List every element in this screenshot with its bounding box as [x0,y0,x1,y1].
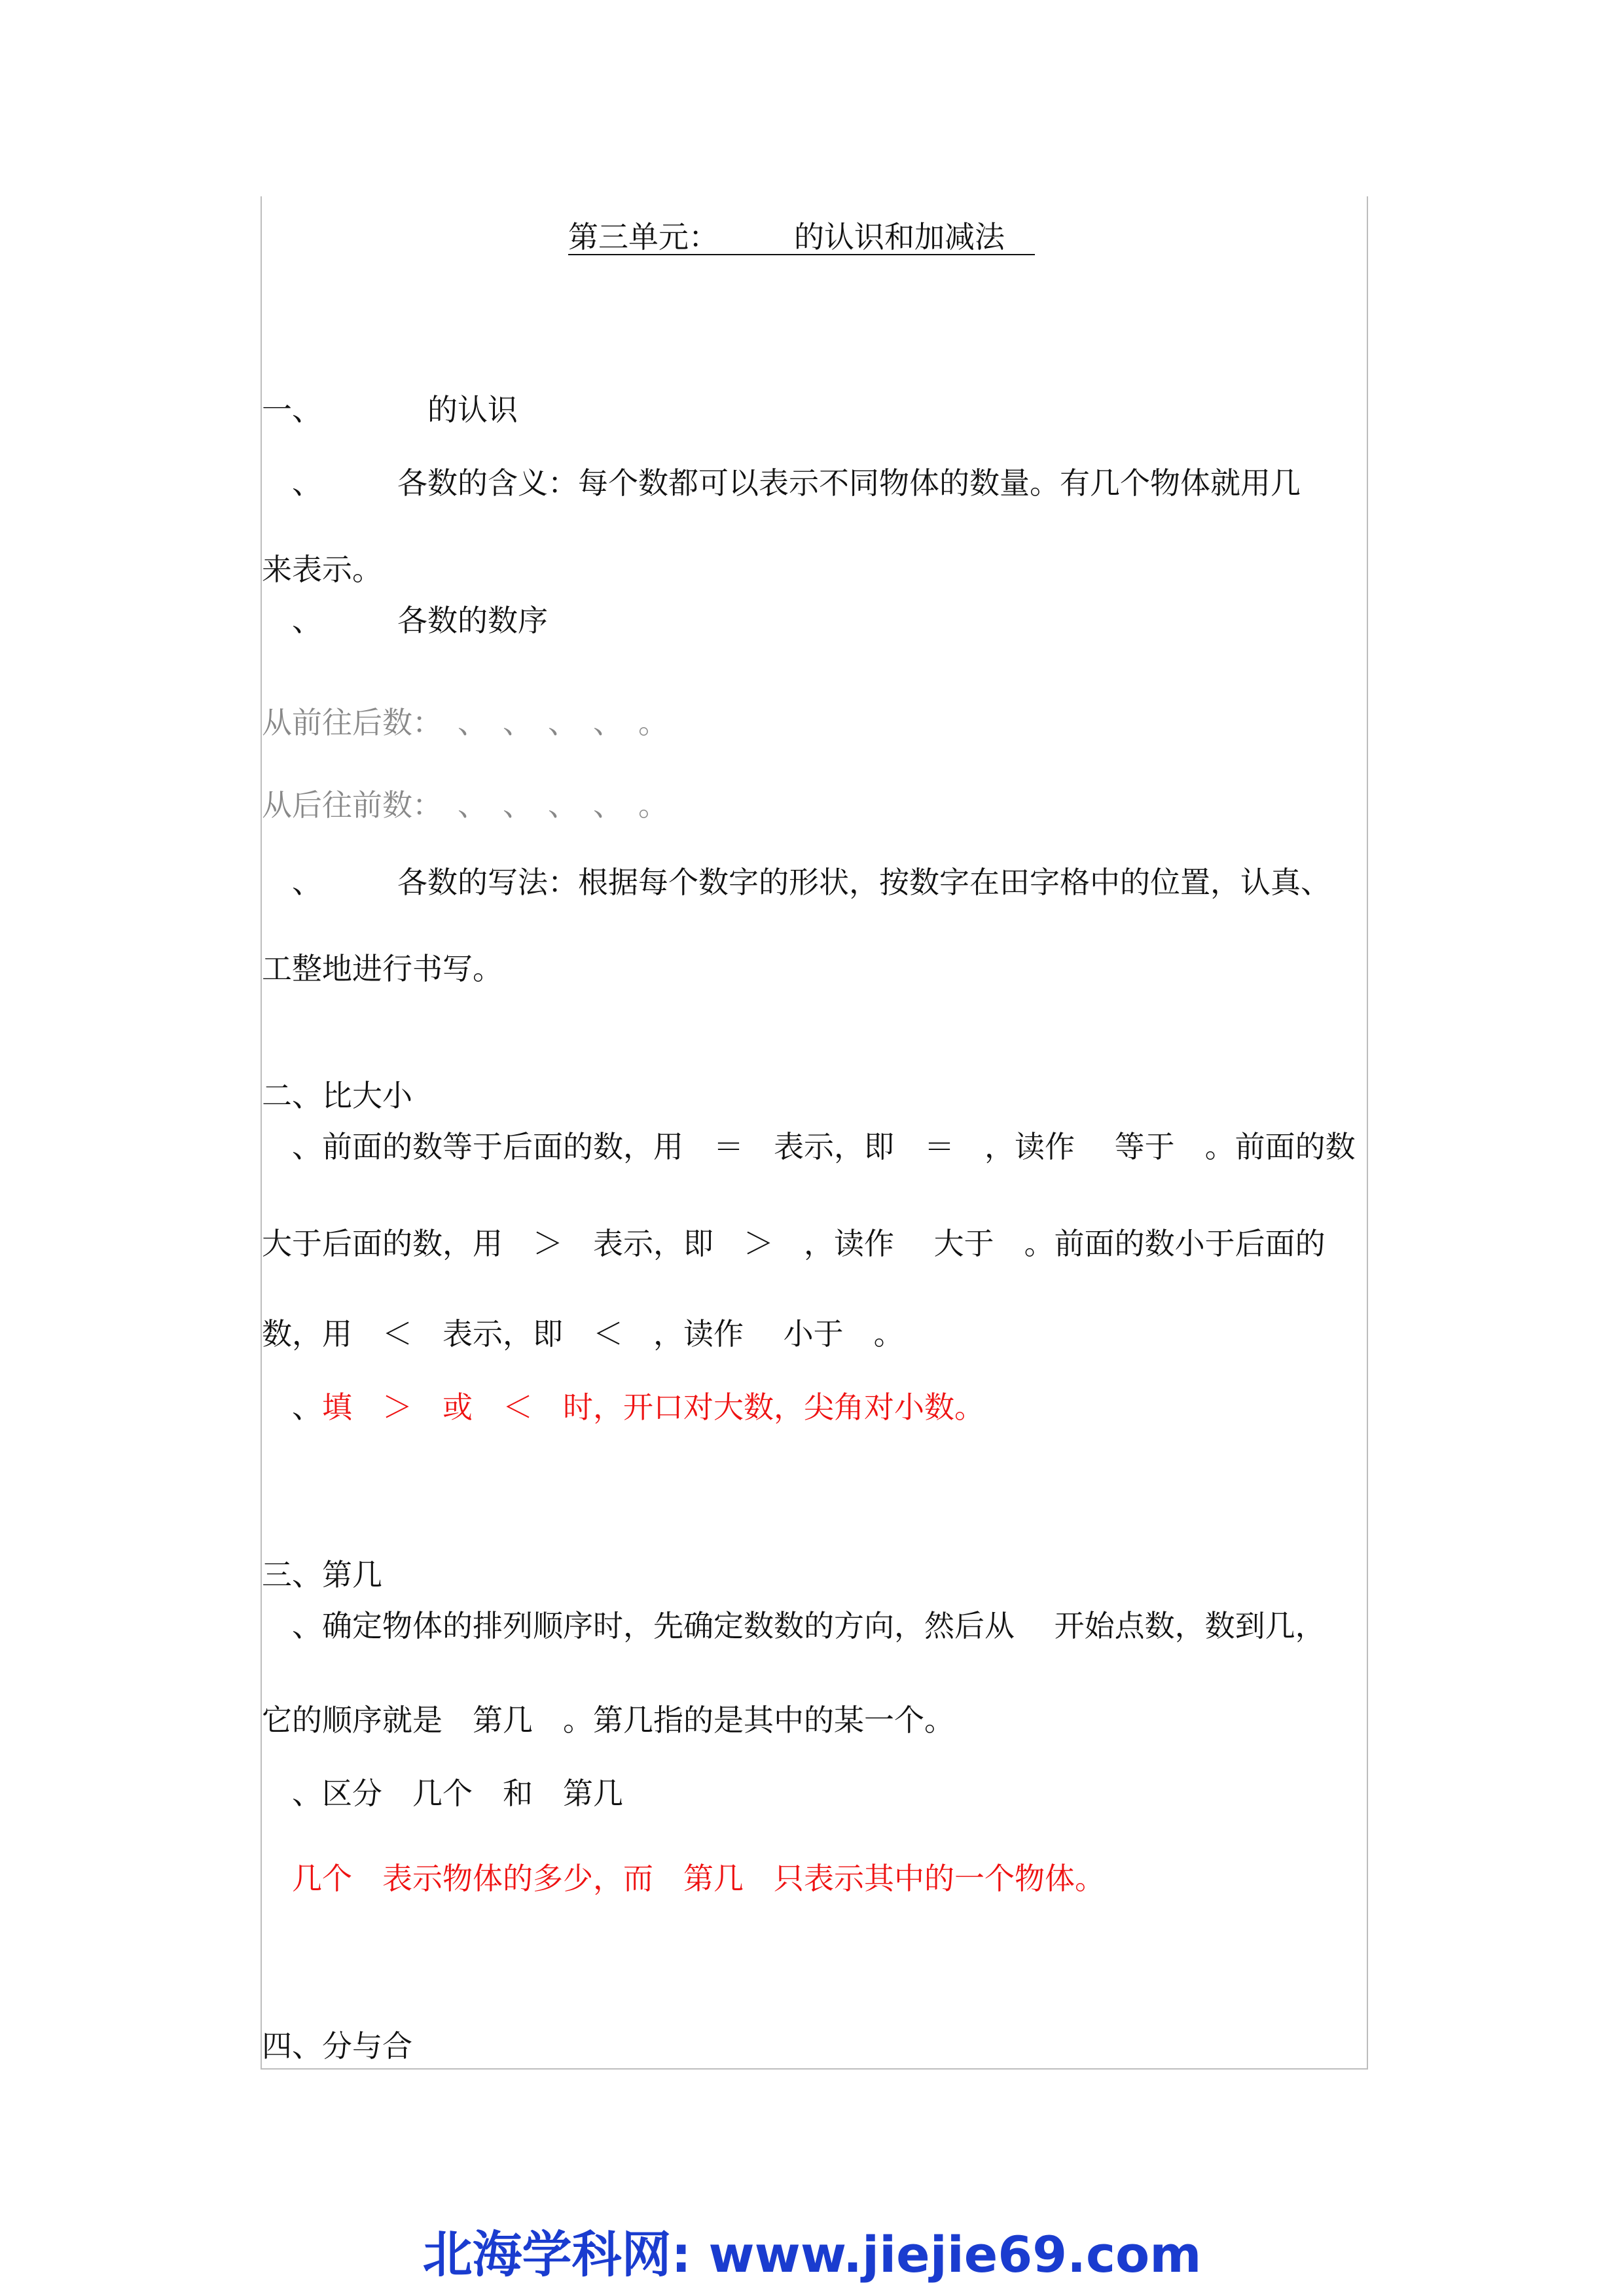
section-1-para-3-line-2: 工整地进行书写。 [262,951,503,986]
section-2-heading: 二、比大小 [262,1078,412,1113]
section-4-heading: 四、分与合 [262,2028,412,2064]
count-backward-line: 从后往前数： 、 、 、 、 。 [262,787,668,823]
section-2-rule-highlight: 填 ＞ 或 ＜ 时，开口对大数，尖角对小数。 [322,1390,984,1425]
footer-watermark-text: 北海学科网: www.jiejie69.com [422,2225,1202,2284]
section-1-para-1-line-1: 、 各数的含义：每个数都可以表示不同物体的数量。有几个物体就用几 [262,465,1301,501]
count-forward-line: 从前往后数： 、 、 、 、 。 [262,705,668,740]
section-2-para-1-line-2: 大于后面的数，用 ＞ 表示，即 ＞ ，读作 大于 。前面的数小于后面的 [262,1226,1326,1261]
section-3-para-2: 、区分 几个 和 第几 [262,1776,623,1811]
section-1-para-3-line-1: 、 各数的写法：根据每个数字的形状，按数字在田字格中的位置，认真、 [262,865,1331,900]
section-2-para-1-line-1: 、前面的数等于后面的数，用 ＝ 表示，即 ＝ ，读作 等于 。前面的数 [262,1129,1356,1164]
section-2-para-2 [262,1388,984,1427]
section-3-para-1-line-1: 、确定物体的排列顺序时，先确定数数的方向，然后从 开始点数，数到几， [262,1608,1326,1643]
section-3-heading: 三、第几 [262,1557,382,1592]
section-1-para-2: 、 各数的数序 [262,603,548,638]
section-1-heading: 一、 的认识 [262,392,518,427]
section-2-para-1-line-3: 数，用 ＜ 表示，即 ＜ ，读作 小于 。 [262,1316,904,1352]
section-1-para-1-line-2: 来表示。 [262,552,382,587]
section-2-para-2-prefix: 、 [262,1390,322,1425]
unit-title: 第三单元： 的认识和加减法 [568,219,1035,255]
section-3-rule-highlight: 几个 表示物体的多少，而 第几 只表示其中的一个物体。 [262,1861,1105,1896]
section-3-para-1-line-2: 它的顺序就是 第几 。第几指的是其中的某一个。 [262,1702,954,1738]
